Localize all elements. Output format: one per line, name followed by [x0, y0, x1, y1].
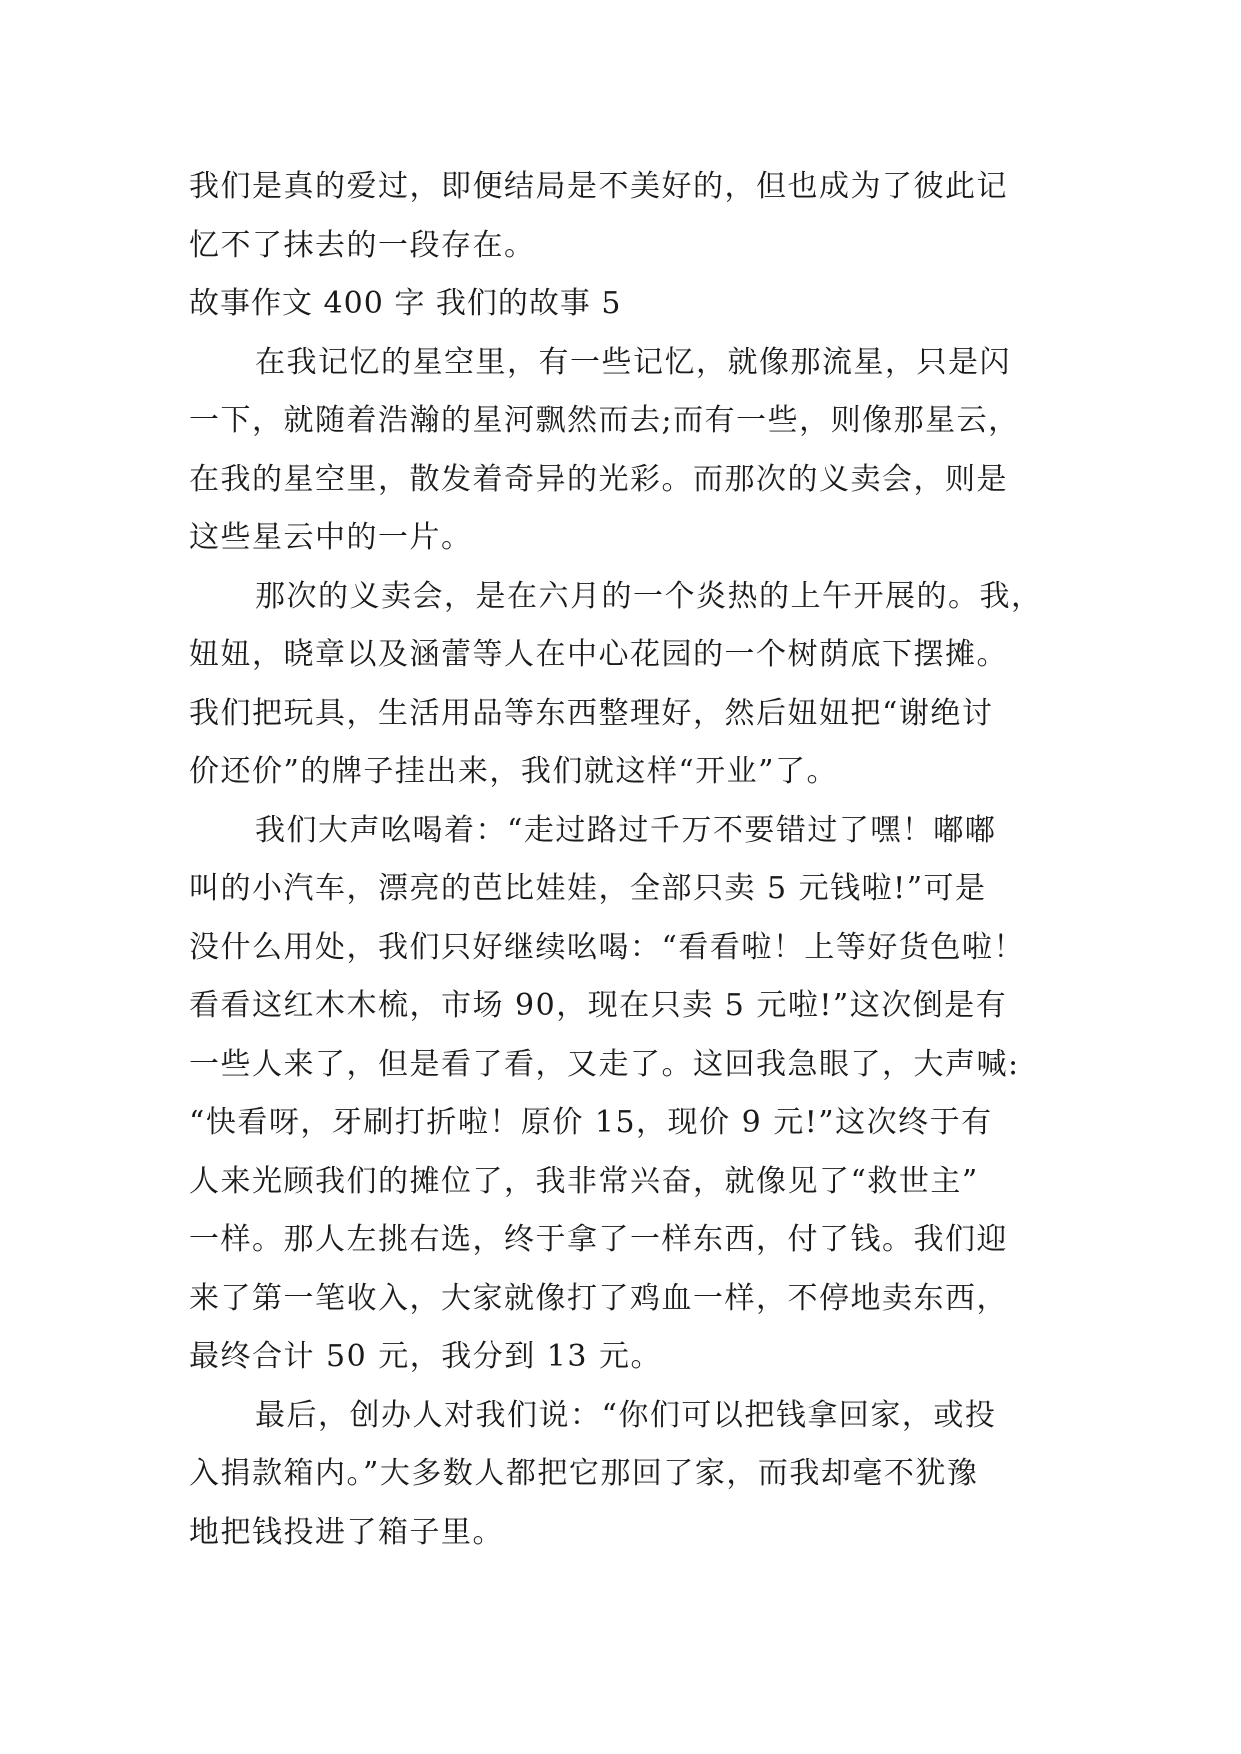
paragraph-donation [189, 1387, 1089, 1563]
text-line: 叫的小汽车，漂亮的芭比娃娃，全部只卖 5 元钱啦!”可是 [189, 871, 987, 906]
text-line: 人来光顾我们的摊位了，我非常兴奋，就像见了“救世主” [189, 1163, 979, 1199]
paragraph-charity-sale-setup [189, 568, 1089, 802]
section-title-text: 故事作文 400 字 我们的故事 5 [189, 286, 622, 321]
paragraph-starry-memory [189, 334, 1089, 568]
text-line: 一下，就随着浩瀚的星河飘然而去;而有一些，则像那星云， [189, 403, 1020, 438]
text-line: 妞妞，晓章以及涵蕾等人在中心花园的一个树荫底下摆摊。 [189, 637, 1008, 672]
section-title [189, 275, 1089, 334]
text-line: 最终合计 50 元，我分到 13 元。 [189, 1339, 662, 1374]
text-line: 看看这红木木梳，市场 90，现在只卖 5 元啦!”这次倒是有 [189, 988, 1008, 1023]
text-line: 这些星云中的一片。 [189, 520, 473, 555]
paragraph-selling [189, 802, 1089, 1387]
text-line: 我们把玩具，生活用品等东西整理好，然后妞妞把“谢绝讨 [189, 695, 994, 731]
text-line: 一样。那人左挑右选，终于拿了一样东西，付了钱。我们迎 [189, 1222, 1008, 1257]
text-line: 入捐款箱内。”大多数人都把它那回了家，而我却毫不犹豫 [189, 1456, 979, 1491]
text-line: 最后，创办人对我们说：“你们可以把钱拿回家，或投 [255, 1397, 997, 1433]
text-line: 来了第一笔收入，大家就像打了鸡血一样，不停地卖东西， [189, 1280, 1008, 1316]
text-line: 没什么用处，我们只好继续吆喝：“看看啦！上等好货色啦！ [189, 929, 1025, 965]
text-line: 地把钱投进了箱子里。 [189, 1514, 504, 1550]
document-body [189, 158, 1089, 1562]
text-line: “快看呀，牙刷打折啦！原价 15，现价 9 元!”这次终于有 [189, 1105, 993, 1140]
paragraph-intro-ending [189, 158, 1089, 275]
text-line: 我们大声吆喝着：“走过路过千万不要错过了嘿！嘟嘟 [255, 812, 997, 848]
text-line: 我们是真的爱过，即便结局是不美好的，但也成为了彼此记 [189, 169, 1008, 204]
text-line: 在我记忆的星空里，有一些记忆，就像那流星，只是闪 [255, 344, 1011, 380]
text-line: 一些人来了，但是看了看，又走了。这回我急眼了，大声喊: [189, 1046, 1020, 1082]
text-line: 在我的星空里，散发着奇异的光彩。而那次的义卖会，则是 [189, 461, 1008, 497]
text-line: 价还价”的牌子挂出来，我们就这样“开业”了。 [189, 754, 839, 789]
text-line: 那次的义卖会，是在六月的一个炎热的上午开展的。我， [255, 578, 1043, 614]
text-line: 忆不了抹去的一段存在。 [189, 227, 536, 263]
